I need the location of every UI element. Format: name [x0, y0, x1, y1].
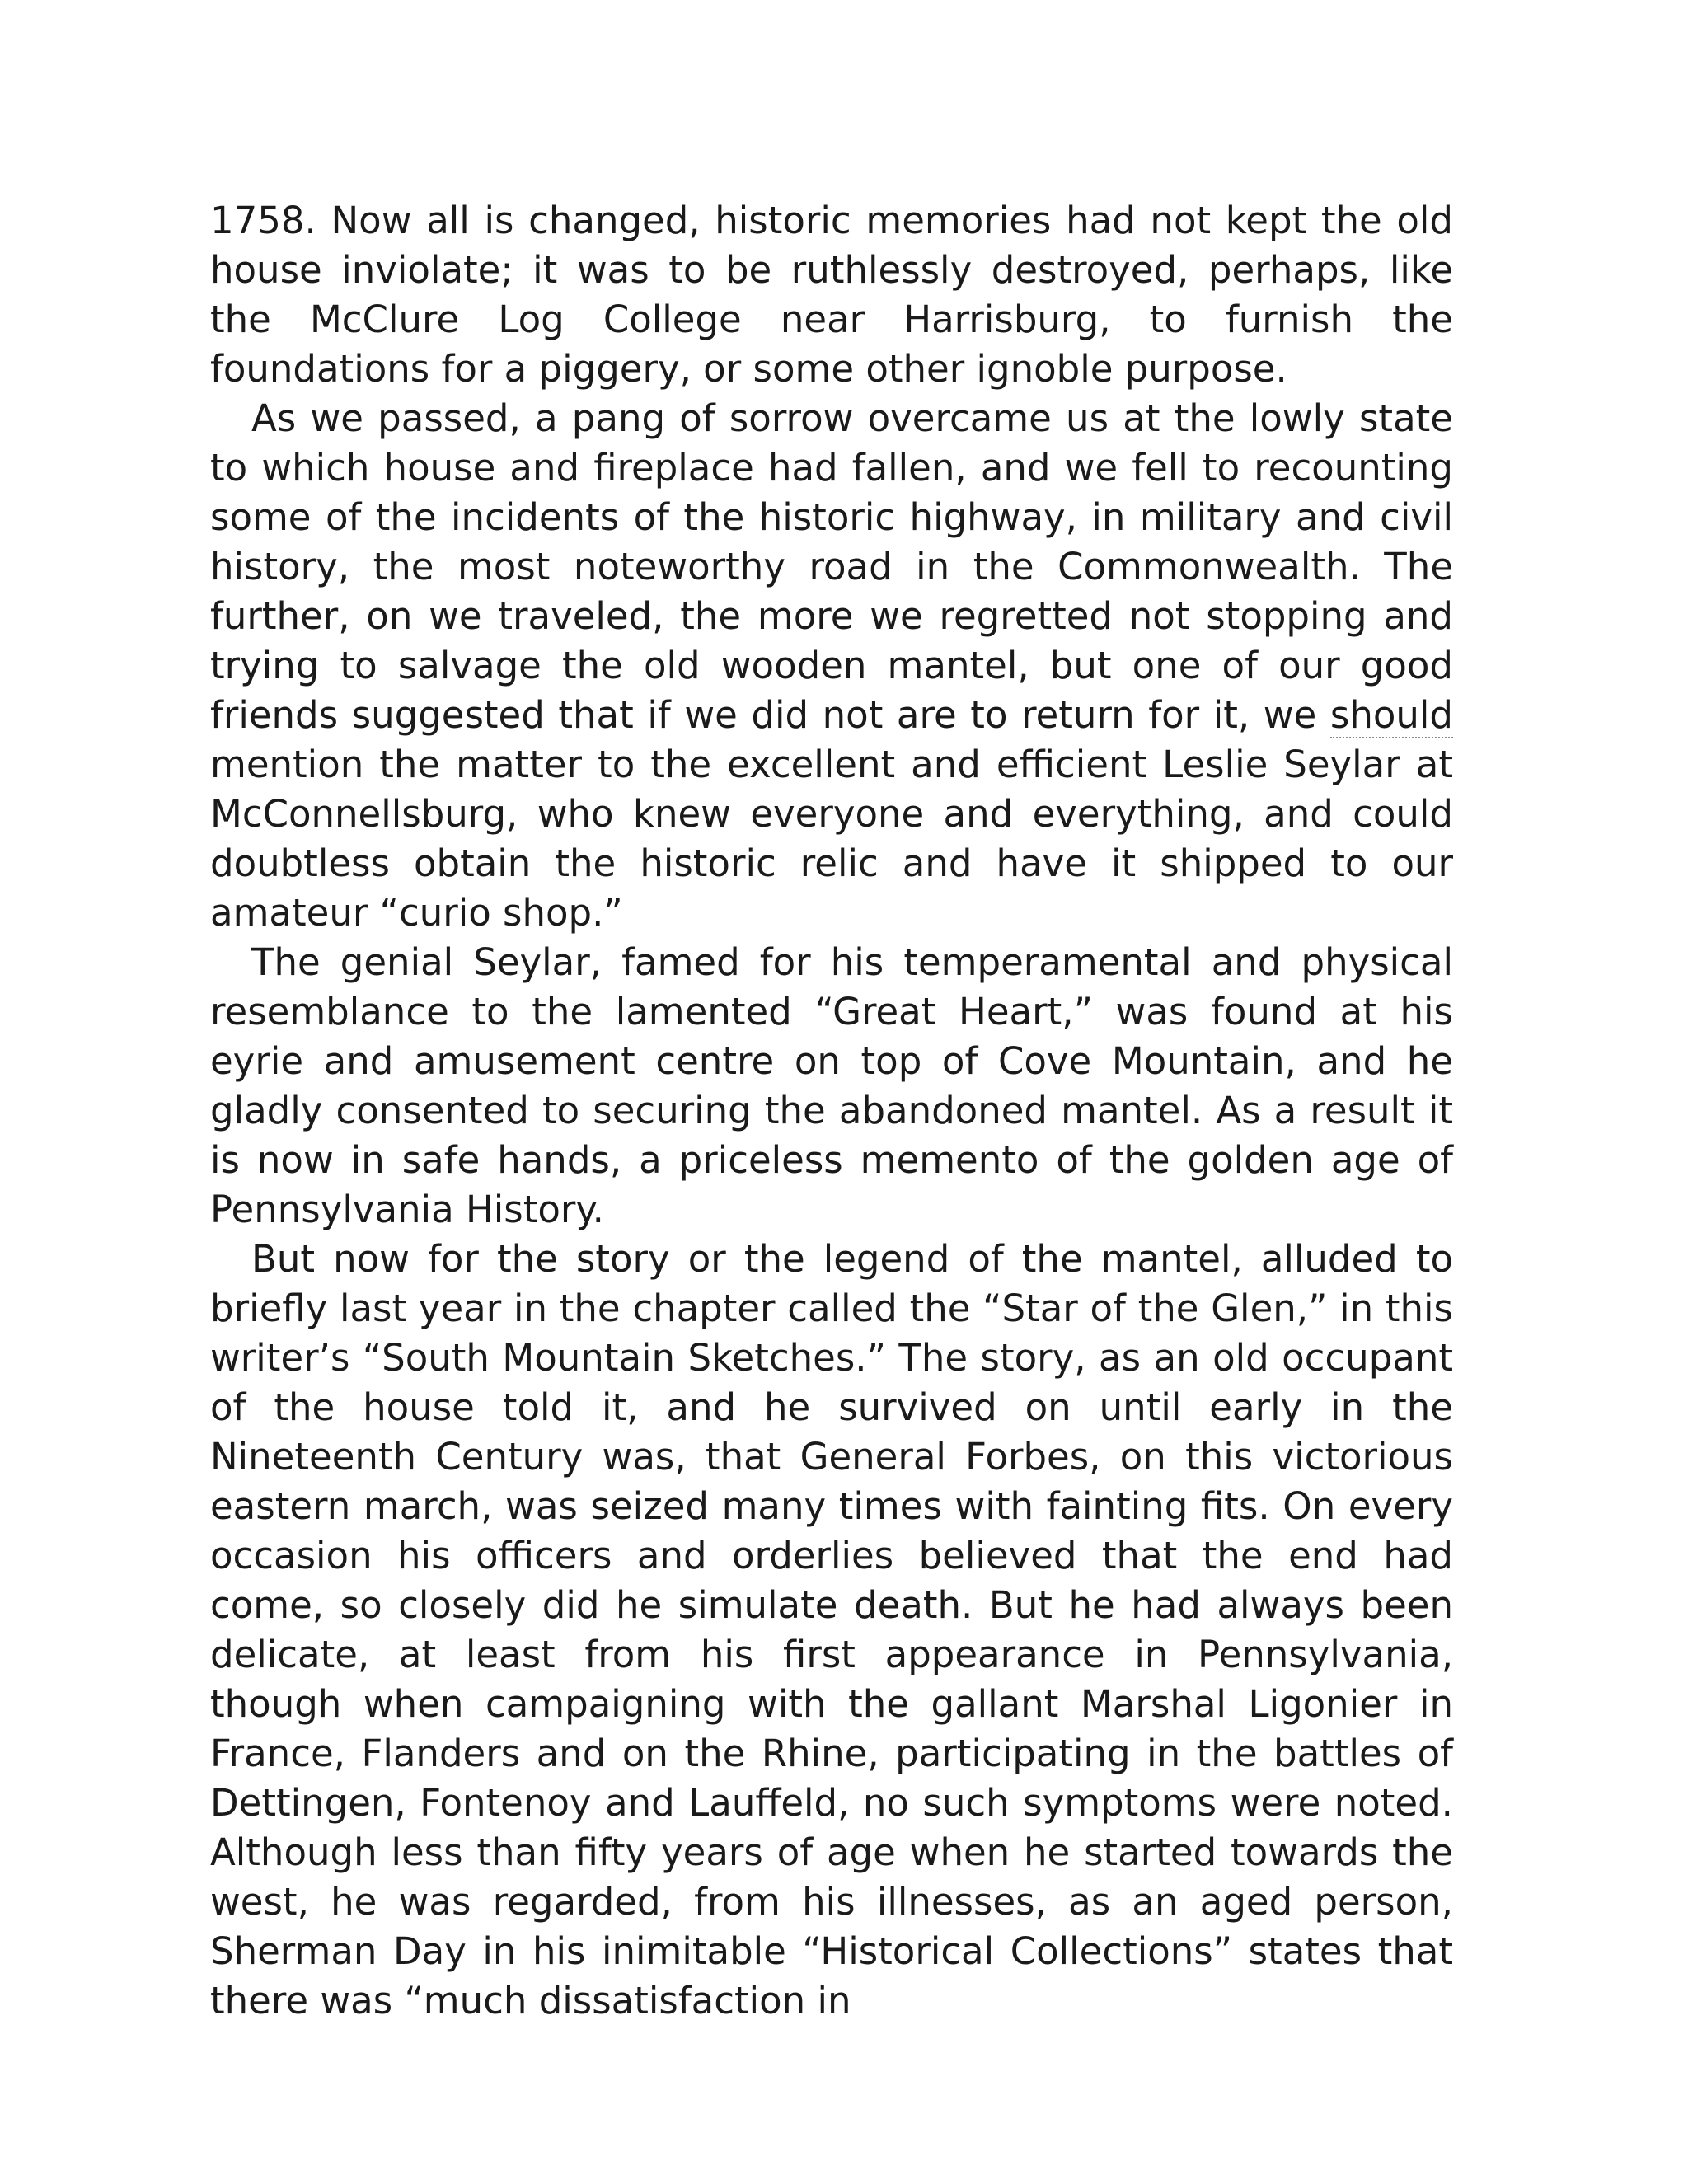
marked-word: should [1329, 693, 1453, 737]
paragraph-2-end: mention the matter to the excellent and efficient Leslie Seylar at McConnellsburg, who knew everyone and everything, and could doubtless obtain the historic relic and have it shipped to our amateur “curio shop.” [210, 743, 1453, 935]
paragraph-4: But now for the story or the legend of the mantel, alluded to briefly last year in the chapter called the “Star of the Glen,” in this writer’s “South Mountain Sketches.” The story, as an old occupant of the house told it, and he survived on until early in the Nineteenth Century was, that General Forbes, on this victorious eastern march, was seized many times with fainting fits. On every occasion his officers and orderlies believed that the end had come, so closely did he simulate death. But he had always been delicate, at least from his first appearance in Pennsylvania, though when campaigning with the gallant Marshal Ligonier in France, Flanders and on the Rhine, participating in the battles of Dettingen, Fontenoy and Lauffeld, no such symptoms were noted. Although less than fifty years of age when he started towards the west, he was regarded, from his illnesses, as an aged person, Sherman Day in his inimitable “Historical Collections” states that there was “much dissatisfaction in [210, 1237, 1453, 2022]
paragraph-2-start: As we passed, a pang of sorrow overcame us at the lowly state to which house and fireplace had fallen, and we fell to recounting some of the incidents of the historic highway, in military and civil history, the most noteworthy road in the Commonwealth. The further, on we traveled, the more we regretted not stopping and trying to salvage the old wooden mantel, but one of our good friends suggested that if we did not are to return for it, we [210, 396, 1453, 737]
paragraph-3: The genial Seylar, famed for his temperamental and physical resemblance to the lamented “Great Heart,” was found at his eyrie and amusement centre on top of Cove Mountain, and he gladly consented to securing the abandoned mantel. As a result it is now in safe hands, a priceless memento of the golden age of Pennsylvania History. [210, 940, 1453, 1231]
paragraph-2 [210, 394, 1453, 938]
body-text [210, 196, 1453, 2026]
paragraph-1: 1758. Now all is changed, historic memories had not kept the old house inviolate; it was to be ruthlessly destroyed, perhaps, like the McClure Log College near Harrisburg, to furnish the foundations for a piggery, or some other ignoble purpose. [210, 199, 1453, 391]
